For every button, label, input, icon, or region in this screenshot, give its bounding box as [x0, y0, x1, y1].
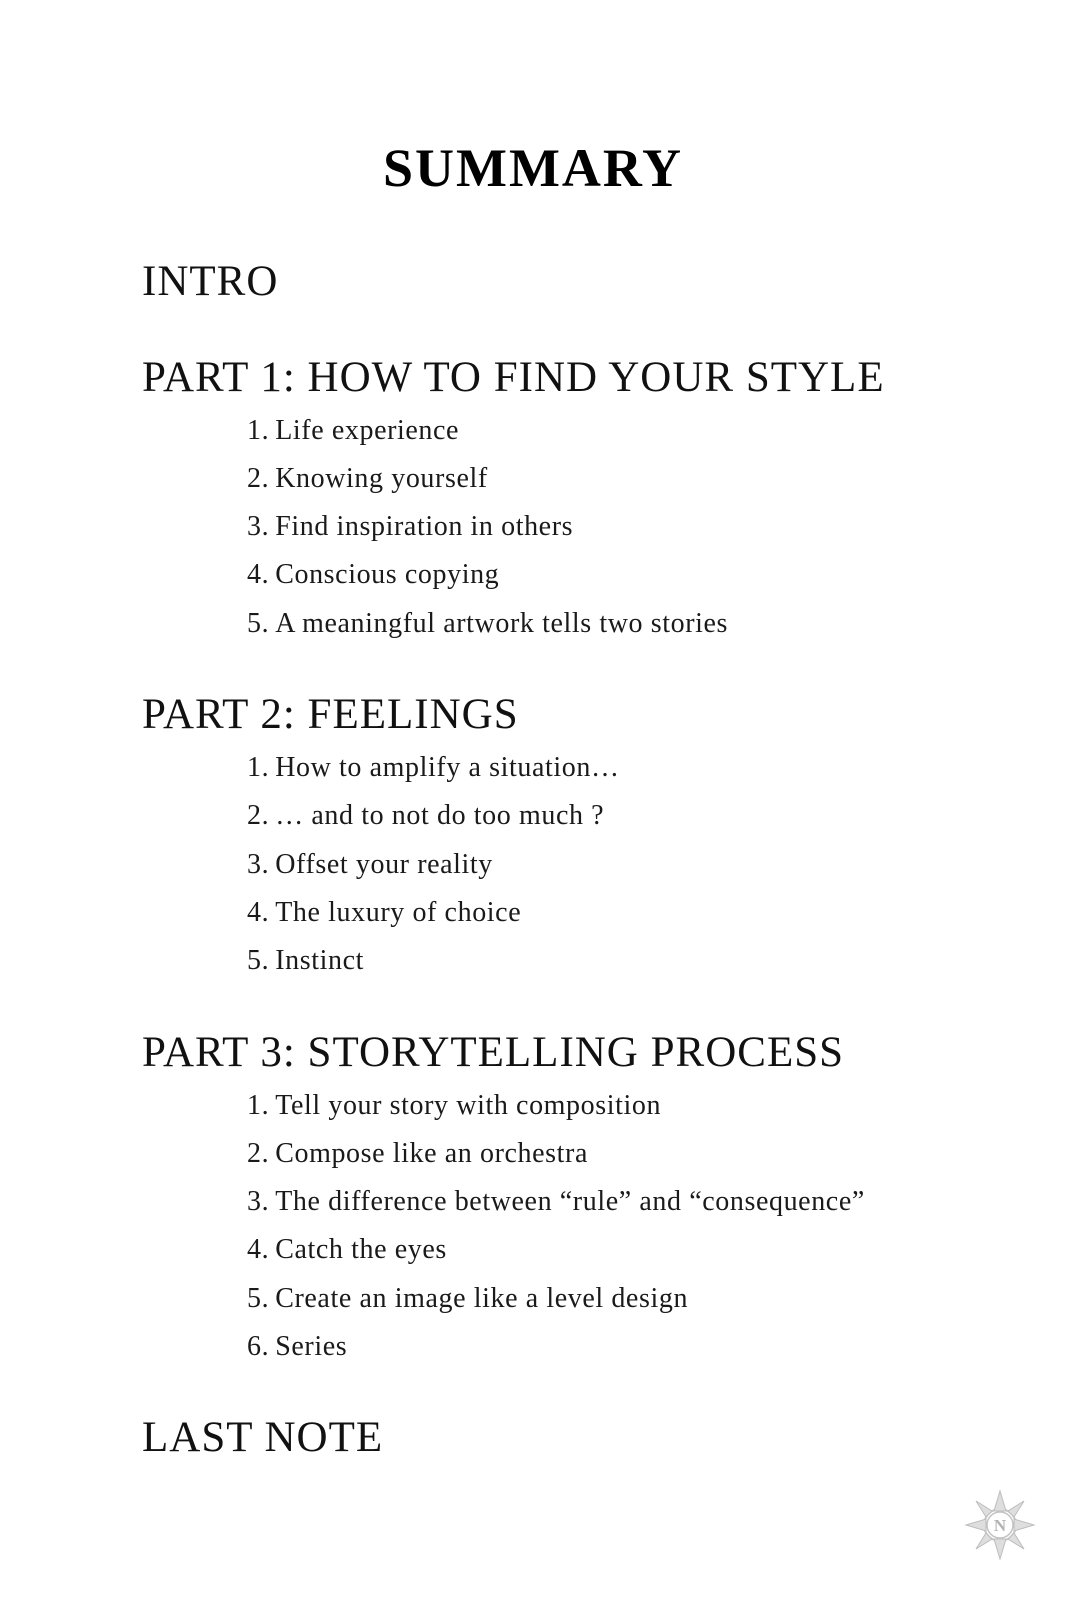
section-part-1: PART 1: HOW TO FIND YOUR STYLE: [142, 354, 885, 401]
item-text: Offset your reality: [275, 849, 493, 880]
page-title: SUMMARY: [382, 138, 684, 199]
item-number: 2.: [247, 1138, 270, 1169]
item-text: Create an image like a level design: [275, 1283, 689, 1314]
list-item: [247, 944, 364, 978]
item-number: 5.: [247, 945, 270, 976]
logo-letter: N: [993, 1516, 1007, 1535]
item-text: A meaningful artwork tells two stories: [275, 608, 729, 639]
list-item: [247, 896, 521, 930]
item-number: 3.: [247, 849, 270, 880]
item-text: Knowing yourself: [275, 463, 488, 494]
item-text: Compose like an orchestra: [275, 1138, 589, 1169]
item-text: The difference between “rule” and “consequence”: [275, 1186, 865, 1217]
item-number: 6.: [247, 1331, 270, 1362]
item-number: 2.: [247, 463, 270, 494]
list-item: [247, 751, 620, 785]
item-number: 4.: [247, 1234, 270, 1265]
section-last-note: LAST NOTE: [142, 1414, 384, 1461]
list-item: [247, 1185, 865, 1219]
list-item: [247, 607, 728, 641]
list-item: [247, 1137, 588, 1171]
item-number: 5.: [247, 608, 270, 639]
item-text: The luxury of choice: [275, 897, 522, 928]
item-text: How to amplify a situation…: [275, 752, 620, 783]
list-item: [247, 1330, 347, 1364]
list-item: [247, 558, 499, 592]
list-item: [247, 1282, 688, 1316]
list-item: [247, 848, 493, 882]
item-number: 1.: [247, 415, 270, 446]
list-item: [247, 414, 459, 448]
item-number: 3.: [247, 511, 270, 542]
list-item: [247, 462, 488, 496]
item-text: Find inspiration in others: [275, 511, 574, 542]
section-part-3: PART 3: STORYTELLING PROCESS: [142, 1029, 845, 1076]
item-number: 4.: [247, 897, 270, 928]
item-number: 3.: [247, 1186, 270, 1217]
compass-logo-icon: [962, 1487, 1038, 1563]
section-intro: INTRO: [142, 258, 279, 305]
item-text: Tell your story with composition: [275, 1090, 662, 1121]
item-number: 1.: [247, 752, 270, 783]
item-text: Instinct: [275, 945, 364, 976]
item-text: Life experience: [275, 415, 460, 446]
item-text: Series: [275, 1331, 348, 1362]
item-text: Catch the eyes: [275, 1234, 447, 1265]
section-part-2: PART 2: FEELINGS: [142, 691, 519, 738]
list-item: [247, 799, 604, 833]
item-text: … and to not do too much ?: [275, 800, 605, 831]
list-item: [247, 1233, 447, 1267]
item-number: 1.: [247, 1090, 270, 1121]
item-number: 2.: [247, 800, 270, 831]
list-item: [247, 510, 573, 544]
item-number: 5.: [247, 1283, 270, 1314]
item-number: 4.: [247, 559, 270, 590]
item-text: Conscious copying: [275, 559, 500, 590]
list-item: [247, 1089, 661, 1123]
